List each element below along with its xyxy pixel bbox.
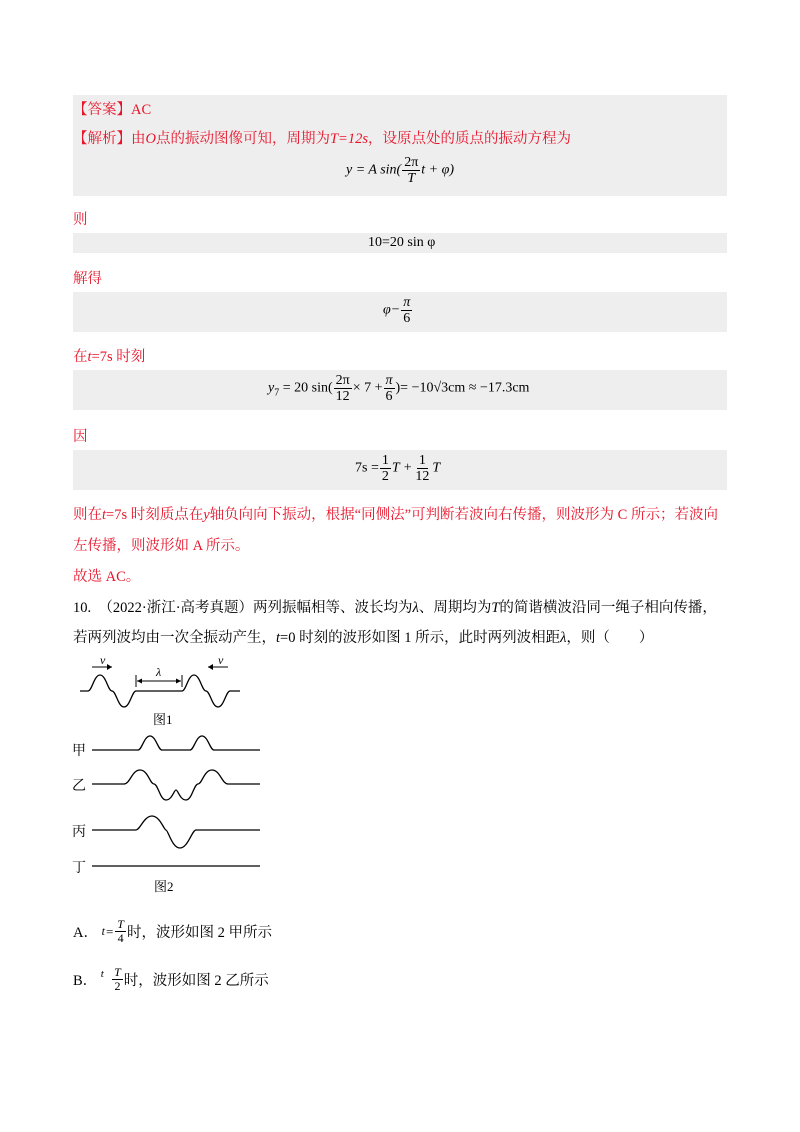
question-text-a: 两列振幅相等、波长均为 <box>253 600 413 616</box>
question-time-var: t <box>276 630 281 646</box>
figure1-v-right: v <box>218 655 224 667</box>
option-a-fraction <box>115 918 126 945</box>
eq3-lhs: φ− <box>383 302 401 318</box>
eq4-den1: 12 <box>335 389 350 404</box>
analysis-period: T=12s <box>329 131 368 147</box>
label-solve: 解得 <box>73 271 102 287</box>
figure1-lambda: λ <box>156 665 162 679</box>
figure2-row-bing: 丙 <box>72 825 86 840</box>
eq4-den2: 6 <box>385 389 393 404</box>
figure1-left-wave <box>80 675 182 707</box>
eq5-fraction-2 <box>413 453 431 484</box>
eq1-lhs: y = A sin( <box>346 162 402 178</box>
figure1-right-arrowhead <box>208 664 213 670</box>
eq1-fraction <box>402 155 420 186</box>
equation-3 <box>383 295 413 326</box>
eq5-fraction-1 <box>380 453 391 484</box>
option-b[interactable] <box>73 966 269 993</box>
eq3-fraction <box>401 295 412 326</box>
option-b-den: 2 <box>114 979 121 993</box>
question-period-var: T <box>491 600 500 616</box>
analysis-text-post: ，设原点处的质点的振动方程为 <box>367 131 571 147</box>
label-because: 因 <box>73 429 88 445</box>
analysis-text-pre: 由 <box>131 131 146 147</box>
conclusion-axis: y <box>203 507 210 523</box>
question-text-b: 、周期均为 <box>418 600 492 616</box>
question-line-2 <box>73 626 653 647</box>
at-time-var: t <box>87 349 92 365</box>
eq3-denominator: 6 <box>403 311 411 326</box>
figure1-right-wave <box>182 675 240 707</box>
answer-line <box>73 98 151 119</box>
analysis-text-mid: 点的振动图像可知，周期为 <box>155 131 330 147</box>
question-lambda-2: λ <box>560 630 567 646</box>
eq5-lhs: 7s = <box>355 460 379 476</box>
conclusion-line-2: 左传播，则波形如 A 所示。 <box>73 538 250 554</box>
option-a-den: 4 <box>117 931 124 945</box>
question-lambda: λ <box>412 600 419 616</box>
question-source: （2022·浙江·高考真题） <box>98 600 254 616</box>
label-then: 则 <box>73 212 88 228</box>
at-time-line <box>73 345 145 366</box>
equation-2: 10=20 sin φ <box>368 235 436 250</box>
figure1-v-left: v <box>100 655 106 667</box>
eq4-num1: 2π <box>335 373 350 388</box>
equation-4 <box>268 373 529 404</box>
question-text-f: ，则（ ） <box>566 630 654 646</box>
option-b-text: 时，波形如图 2 乙所示 <box>123 973 269 989</box>
figure2-row-jia: 甲 <box>72 744 86 759</box>
conclusion-line-1 <box>73 503 718 524</box>
figure1-left-arrowhead <box>107 664 112 670</box>
figure2-wave-bing <box>92 816 260 848</box>
eq5-mid: T + <box>391 460 413 476</box>
question-line-1 <box>73 596 717 617</box>
eq1-denominator: T <box>407 171 416 186</box>
eq1-rhs: t + φ) <box>421 162 455 178</box>
eq3-numerator: π <box>403 295 411 310</box>
eq4-mid2: × 7 + <box>352 380 383 396</box>
figure2-wave-jia <box>92 736 260 750</box>
figure-2 <box>70 728 270 898</box>
answer-label: 【答案】 <box>73 102 131 118</box>
eq4-fraction-2 <box>384 373 395 404</box>
analysis-point: O <box>145 131 156 147</box>
option-a-text: 时，波形如图 2 甲所示 <box>126 925 272 941</box>
eq1-numerator: 2π <box>404 155 419 170</box>
option-a-var: t <box>101 924 105 938</box>
question-text-c: 的简谐横波沿同一绳子相向传播， <box>499 600 717 616</box>
eq4-lhs: y <box>268 380 275 396</box>
equation-1 <box>346 155 454 186</box>
option-b-fraction <box>112 966 123 993</box>
figure2-caption: 图2 <box>154 879 174 894</box>
conclusion-pre: 则在 <box>73 507 102 523</box>
option-b-var: t <box>100 967 104 980</box>
figure1-lambda-arrow-right <box>176 679 181 684</box>
eq5-num1: 1 <box>381 453 389 468</box>
figure1-lambda-arrow-left <box>137 679 142 684</box>
figure1-caption: 图1 <box>153 712 173 727</box>
option-a-letter: A． <box>73 925 98 941</box>
option-b-num: T <box>114 965 121 979</box>
question-text-e: =0 时刻的波形如图 1 所示，此时两列波相距 <box>280 630 561 646</box>
analysis-line <box>73 127 571 148</box>
option-a-num: T <box>117 917 124 931</box>
conclusion-var: t <box>102 507 107 523</box>
at-time-pre: 在 <box>73 349 88 365</box>
question-text-d: 若两列波均由一次全振动产生， <box>73 630 276 646</box>
at-time-post: =7s 时刻 <box>91 349 146 365</box>
eq5-den2: 12 <box>415 469 430 484</box>
eq4-fraction-1 <box>334 373 352 404</box>
figure-1 <box>78 655 248 727</box>
option-a[interactable] <box>73 918 272 945</box>
eq4-subscript: 7 <box>274 387 280 399</box>
conclusion-mid: =7s 时刻质点在 <box>106 507 204 523</box>
equation-5 <box>355 453 440 484</box>
eq5-rhs: T <box>432 460 441 476</box>
option-a-eq: = <box>105 923 114 939</box>
answer-value: AC <box>131 102 152 118</box>
option-b-letter: B． <box>73 973 98 989</box>
question-number: 10. <box>73 600 92 616</box>
figure2-row-yi: 乙 <box>72 779 86 794</box>
eq5-den1: 2 <box>381 469 389 484</box>
eq4-num2: π <box>385 373 393 388</box>
figure2-row-ding: 丁 <box>72 861 86 876</box>
choose-line: 故选 AC。 <box>73 569 141 585</box>
eq5-num2: 1 <box>418 453 426 468</box>
analysis-label: 【解析】 <box>73 131 131 147</box>
figure2-wave-yi <box>92 770 260 800</box>
conclusion-post: 轴负向向下振动，根据“同侧法”可判断若波向右传播，则波形为 C 所示；若波向 <box>209 507 718 523</box>
eq4-rhs: )= −10√3cm ≈ −17.3cm <box>395 380 530 396</box>
eq4-mid: = 20 sin( <box>279 380 333 396</box>
